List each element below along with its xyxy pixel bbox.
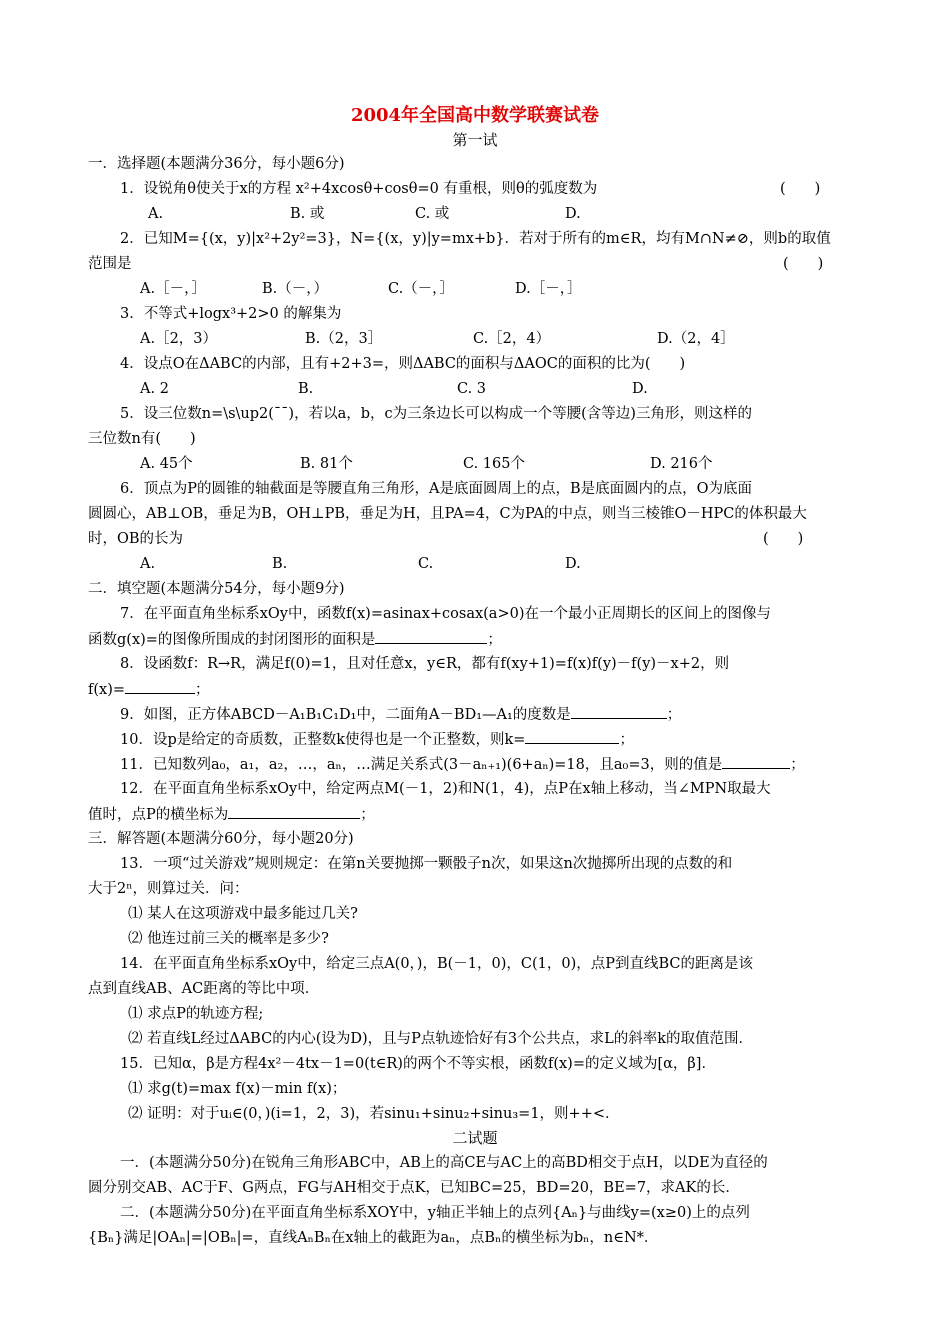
option-d: D. [632,381,648,397]
question-10 [120,729,900,750]
part2-question-2-cont: {Bₙ}满足|OAₙ|=|OBₙ|=，直线AₙBₙ在x轴上的截距为aₙ，点Bₙ的横坐标为bₙ，n∈N*． [88,1230,659,1246]
option-a: A. 45个 [140,456,193,472]
option-d: D. [565,206,581,222]
question-8: 8．设函数f：R→R，满足f(0)=1，且对任意x，y∈R，都有f(xy+1)=f(x)f(y)－f(y)－x+2，则 [120,656,730,672]
option-c: C. 或 [415,206,450,222]
question-13-part-1: ⑴ 某人在这项游戏中最多能过几关? [128,906,358,922]
section-fill-heading: 二．填空题(本题满分54分，每小题9分) [88,581,345,597]
option-a: A.［－，］ [140,281,206,297]
option-a: A.［2，3） [140,331,218,347]
question-12: 12．在平面直角坐标系xOy中，给定两点M(－1，2)和N(1，4)，点P在x轴上移动，当∠MPN取最大 [120,781,771,797]
question-11-text: 11．已知数列a₀，a₁，a₂，…，aₙ，…满足关系式(3－aₙ₊₁)(6+aₙ)=18，且a₀=3，则的值是 [120,757,723,773]
question-6: 6．顶点为P的圆锥的轴截面是等腰直角三角形，A是底面圆周上的点，B是底面圆内的点，O为底面 [120,481,752,497]
answer-paren: ( ) [780,181,821,197]
answer-blank [228,804,360,819]
question-2: 2．已知M={(x，y)|x²+2y²=3}，N={(x，y)|y=mx+b}．若对于所有的m∈R，均有M∩N≠⊘，则b的取值 [120,231,831,247]
question-3: 3．不等式+logx³+2>0 的解集为 [120,306,342,322]
question-15-part-2: ⑵ 证明：对于uᵢ∈(0，)(i=1，2，3)，若sinu₁+sinu₂+sinu₃=1，则++<． [128,1106,620,1122]
question-13-cont: 大于2ⁿ，则算过关．问： [88,881,249,897]
option-b: B. [298,381,314,397]
question-12-text: 值时，点P的横坐标为 [88,807,229,823]
question-11 [120,754,900,775]
section-solve-heading: 三．解答题(本题满分60分，每小题20分) [88,831,354,847]
question-14-part-2: ⑵ 若直线L经过ΔABC的内心(设为D)，且与P点轨迹恰好有3个公共点，求L的斜率k的取值范围． [128,1031,754,1047]
option-b: B. 81个 [300,456,353,472]
question-8-cont [88,679,868,700]
answer-blank [125,679,195,694]
option-b: B.（2，3］ [305,331,383,347]
answer-paren: ( ) [763,531,804,547]
question-1: 1．设锐角θ使关于x的方程 x²+4xcosθ+cosθ=0 有重根，则θ的弧度数为 [120,181,598,197]
question-14-cont: 点到直线AB、AC距离的等比中项． [88,981,320,997]
question-8-text: f(x)= [88,682,126,698]
part2-question-2: 二．(本题满分50分)在平面直角坐标系XOY中，y轴正半轴上的点列{Aₙ}与曲线y=(x≥0)上的点列 [120,1205,750,1221]
question-6-cont: 时，OB的长为 [88,531,184,547]
option-c: C. 165个 [463,456,525,472]
option-d: D. 216个 [650,456,713,472]
section-choice-heading: 一．选择题(本题满分36分，每小题6分) [88,156,345,172]
punct: ； [666,707,682,723]
answer-paren: ( ) [783,256,824,272]
question-10-text: 10．设p是给定的奇质数，正整数k使得也是一个正整数，则k= [120,732,526,748]
part2-question-1-cont: 圆分别交AB、AC于F、G两点，FG与AH相交于点K，已知BC=25，BD=20，BE=7，求AK的长． [88,1180,740,1196]
option-d: D. [565,556,581,572]
question-13-part-2: ⑵ 他连过前三关的概率是多少? [128,931,329,947]
punct: ； [195,682,210,698]
punct: ； [790,757,805,773]
part-one-heading: 第一试 [452,131,498,149]
page-title: 2004年全国高中数学联赛试卷 [350,105,600,126]
question-5-cont: 三位数n有( ) [88,431,196,447]
question-15: 15．已知α，β是方程4x²－4tx－1=0(t∈R)的两个不等实根，函数f(x)=的定义域为[α，β]． [120,1056,716,1072]
option-a: A. 2 [140,381,169,397]
option-c: C. [418,556,434,572]
part-two-heading: 二试题 [452,1129,498,1147]
question-12-cont [88,804,868,825]
option-b: B. 或 [290,206,325,222]
punct: ； [360,807,375,823]
answer-blank [525,729,619,744]
question-14-part-1: ⑴ 求点P的轨迹方程; [128,1006,264,1022]
question-7-text: 函数g(x)=的图像所围成的封闭图形的面积是 [88,632,376,648]
question-5: 5．设三位数n=\s\up2(ˉˉ)，若以a，b，c为三条边长可以构成一个等腰(含等边)三角形，则这样的 [120,406,752,422]
answer-blank [571,704,667,719]
question-7: 7．在平面直角坐标系xOy中，函数f(x)=asinax+cosax(a>0)在一个最小正周期长的区间上的图像与 [120,606,771,622]
question-15-part-1: ⑴ 求g(t)=max f(x)－min f(x)； [128,1081,347,1097]
option-a: A. [148,206,164,222]
option-b: B. [272,556,288,572]
option-c: C.（－，］ [388,281,454,297]
option-b: B.（－，） [262,281,329,297]
option-d: D.［－，］ [515,281,582,297]
question-6-cont: 圆圆心，AB⊥OB，垂足为B，OH⊥PB，垂足为H，且PA=4，C为PA的中点，则当三棱锥O－HPC的体积最大 [88,506,807,522]
part2-question-1: 一．(本题满分50分)在锐角三角形ABC中，AB上的高CE与AC上的高BD相交于点H，以DE为直径的 [120,1155,768,1171]
answer-blank [722,754,790,769]
option-c: C. 3 [457,381,487,397]
question-13: 13．一项“过关游戏”规则规定：在第n关要抛掷一颗骰子n次，如果这n次抛掷所出现的点数的和 [120,856,733,872]
answer-blank [375,629,487,644]
punct: ； [619,732,634,748]
punct: ； [487,632,502,648]
question-9-text: 9．如图，正方体ABCD－A₁B₁C₁D₁中，二面角A－BD₁—A₁的度数是 [120,707,571,723]
question-4: 4．设点O在ΔABC的内部，且有+2+3=，则ΔABC的面积与ΔAOC的面积的比为( ) [120,356,686,372]
question-14: 14．在平面直角坐标系xOy中，给定三点A(0，)，B(－1，0)，C(1，0)，点P到直线BC的距离是该 [120,956,754,972]
option-d: D.（2，4］ [657,331,735,347]
question-9 [120,704,900,725]
question-2-cont: 范围是 [88,256,132,272]
question-7-cont [88,629,868,650]
option-c: C.［2，4） [473,331,551,347]
option-a: A. [140,556,156,572]
